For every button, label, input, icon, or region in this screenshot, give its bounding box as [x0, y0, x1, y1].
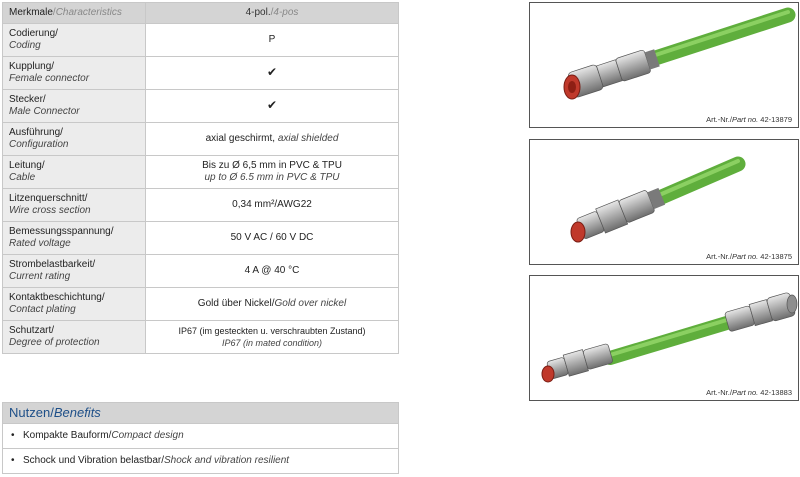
row-value-cell [146, 255, 399, 288]
row-value-de: 50 V AC / 60 V DC [230, 232, 314, 243]
table-row [3, 222, 399, 255]
row-value-de: 4 A @ 40 °C [244, 265, 300, 276]
header-label-en: Characteristics [55, 7, 122, 18]
checkmark-icon: ✔ [266, 98, 278, 112]
row-label-cell: Stecker/ Male Connector [3, 90, 146, 123]
row-value-en: IP67 (in mated condition) [221, 338, 323, 348]
row-value-en: up to Ø 6.5 mm in PVC & TPU [204, 172, 340, 183]
bullet-icon: • [11, 455, 15, 466]
row-value-cell [146, 90, 399, 123]
row-label-en: Current rating [9, 271, 71, 282]
benefit-en: Shock and vibration resilient [164, 455, 290, 466]
row-label-en: Wire cross section [9, 205, 91, 216]
row-label-de: Stecker [9, 94, 43, 105]
row-label-cell: Kontaktbeschichtung/ Contact plating [3, 288, 146, 321]
row-label-cell: Codierung/ Coding [3, 24, 146, 57]
row-value-cell [146, 189, 399, 222]
row-value-cell [146, 57, 399, 90]
product-image-card [529, 2, 799, 128]
table-row [3, 24, 399, 57]
row-label-de: Kupplung [9, 61, 52, 72]
row-label-de: Ausführung [9, 127, 61, 138]
part-number-label: Art.-Nr./Part no. 42-13879 [706, 115, 792, 124]
row-label-en: Coding [9, 40, 41, 51]
row-value-cell [146, 24, 399, 57]
row-label-en: Rated voltage [9, 238, 71, 249]
part-number-label: Art.-Nr./Part no. 42-13883 [706, 388, 792, 397]
male-connector-cable-icon [530, 140, 798, 264]
header-value-de: 4-pol. [245, 7, 271, 18]
table-row [3, 90, 399, 123]
part-number-label: Art.-Nr./Part no. 42-13875 [706, 252, 792, 261]
male-female-cable-icon [530, 276, 798, 400]
row-value-de: Gold über Nickel/ [197, 298, 275, 309]
benefit-de: Schock und Vibration belastbar/ [23, 455, 165, 466]
row-value-en: axial shielded [277, 133, 339, 144]
row-label-de: Leitung [9, 160, 42, 171]
row-label-en: Degree of protection [9, 337, 100, 348]
row-label-cell: Ausführung/ Configuration [3, 123, 146, 156]
row-label-de: Codierung [9, 28, 56, 39]
bullet-icon: • [11, 430, 15, 441]
row-label-cell: Leitung/ Cable [3, 156, 146, 189]
row-value-cell [146, 321, 399, 354]
row-label-cell: Kupplung/ Female connector [3, 57, 146, 90]
table-row [3, 321, 399, 354]
header-label-de: Merkmale [9, 7, 53, 18]
row-label-de: Kontaktbeschichtung [9, 292, 102, 303]
row-value-cell [146, 156, 399, 189]
header-value-cell: 4-pol./4-pos [146, 3, 399, 24]
row-label-en: Female connector [9, 73, 90, 84]
row-value-en: Gold over nickel [274, 298, 347, 309]
row-label-cell: Litzenquerschnitt/ Wire cross section [3, 189, 146, 222]
row-label-de: Schutzart [9, 325, 52, 336]
row-label-cell: Strombelastbarkeit/ Current rating [3, 255, 146, 288]
benefits-title: Nutzen/Benefits [3, 403, 398, 424]
row-label-de: Strombelastbarkeit [9, 259, 93, 270]
list-item [3, 449, 398, 473]
product-image-card [529, 275, 799, 401]
row-label-de: Bemessungsspannung [9, 226, 111, 237]
table-row [3, 255, 399, 288]
row-value-cell [146, 222, 399, 255]
benefits-title-en: Benefits [53, 405, 101, 420]
row-value-de: Bis zu Ø 6,5 mm in PVC & TPU [202, 160, 342, 171]
checkmark-icon: ✔ [266, 65, 278, 79]
list-item [3, 424, 398, 449]
row-label-cell: Schutzart/ Degree of protection [3, 321, 146, 354]
row-value-de: IP67 (im gesteckten u. verschraubten Zustand) [178, 326, 366, 336]
row-label-en: Cable [9, 172, 36, 183]
row-value-cell [146, 123, 399, 156]
benefit-de: Kompakte Bauform/ [23, 430, 112, 441]
row-label-de: Litzenquerschnitt [9, 193, 85, 204]
table-row [3, 189, 399, 222]
row-value-de: 0,34 mm²/AWG22 [232, 199, 312, 210]
header-value-en: 4-pos [273, 7, 299, 18]
header-label-cell: Merkmale/Characteristics [3, 3, 146, 24]
row-value-de: P [268, 34, 276, 45]
benefit-en: Compact design [111, 430, 184, 441]
row-label-en: Male Connector [9, 106, 80, 117]
benefits-section [2, 402, 399, 474]
table-row [3, 156, 399, 189]
table-row [3, 123, 399, 156]
row-label-en: Contact plating [9, 304, 76, 315]
row-value-cell [146, 288, 399, 321]
row-value-de: axial geschirmt, [205, 133, 276, 144]
table-row [3, 288, 399, 321]
row-label-cell: Bemessungsspannung/ Rated voltage [3, 222, 146, 255]
table-header-row [3, 3, 399, 24]
female-connector-cable-icon [530, 3, 798, 127]
product-image-card [529, 139, 799, 265]
benefits-title-de: Nutzen [9, 405, 51, 420]
specification-table [2, 2, 399, 354]
row-label-en: Configuration [9, 139, 69, 150]
table-row [3, 57, 399, 90]
